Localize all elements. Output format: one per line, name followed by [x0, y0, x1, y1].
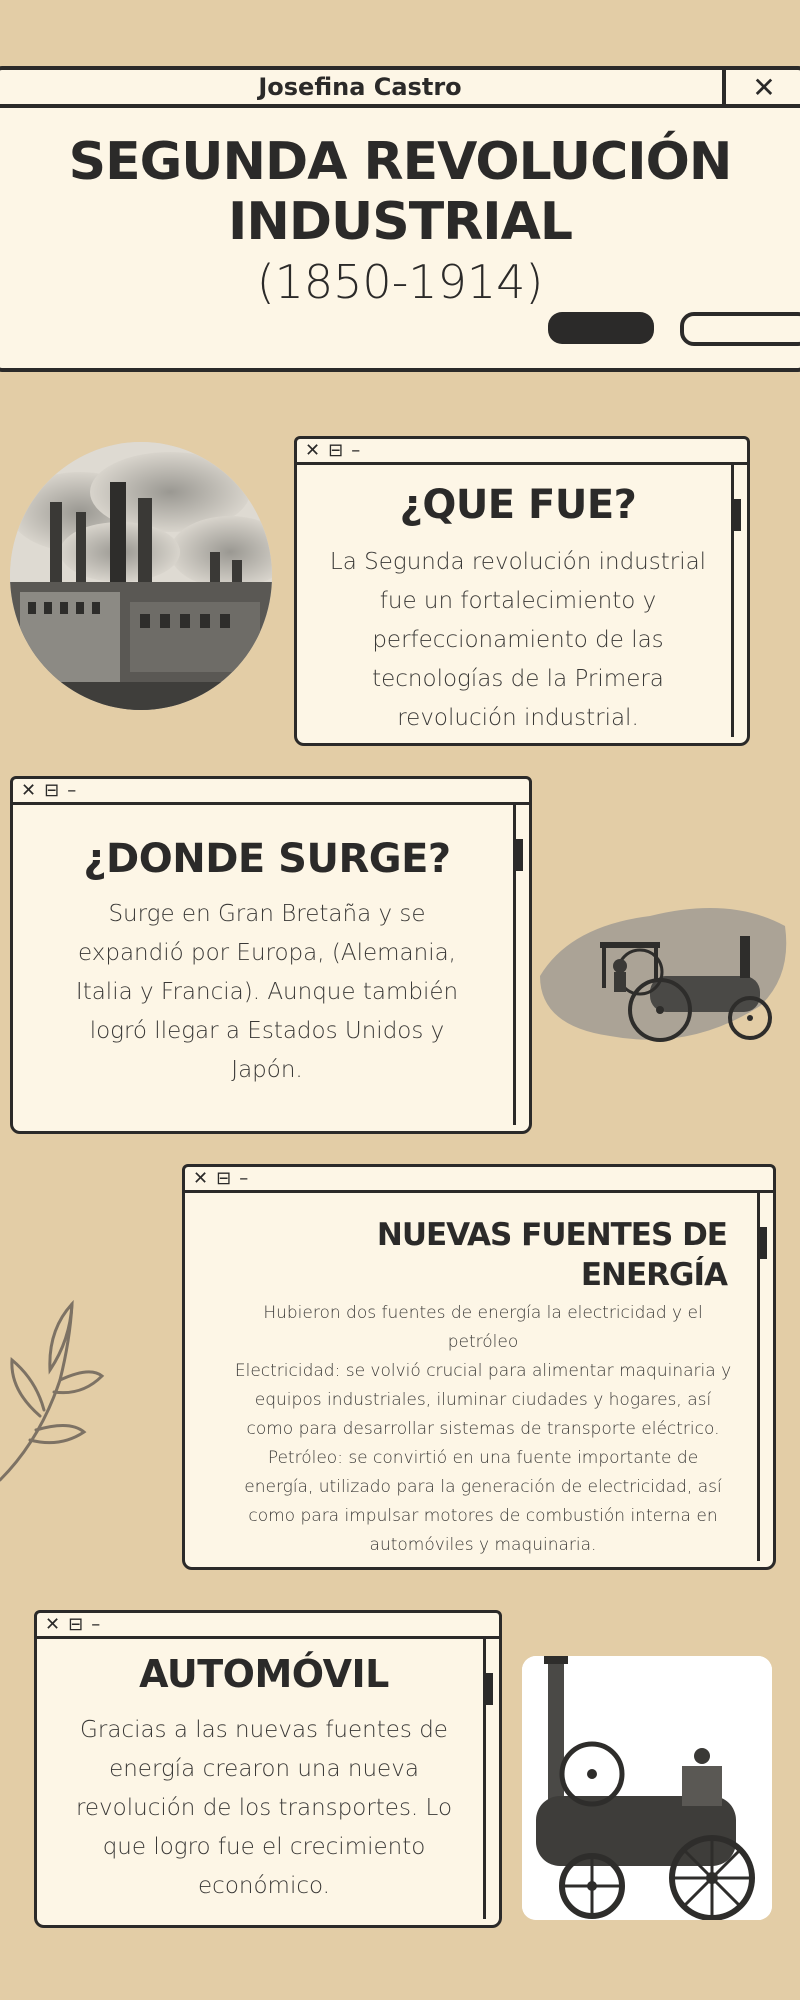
restore-icon[interactable]: ⊟ [68, 1613, 84, 1635]
automovil-body: Gracias a las nuevas fuentes de energía crearon una nueva revolución de los transportes. Lo que logro fue el crecimiento económico. [75, 1717, 453, 1899]
close-button[interactable] [722, 70, 800, 104]
energia-intro: Hubieron dos fuentes de energía la electricidad y el petróleo [263, 1303, 703, 1352]
author-name: Josefina Castro [258, 73, 462, 101]
outline-pill-button[interactable] [680, 312, 800, 346]
header-window [0, 66, 800, 372]
automovil-title: AUTOMÓVIL [139, 1652, 389, 1696]
close-icon[interactable]: ✕ [45, 1613, 61, 1635]
factory-image [10, 442, 272, 710]
close-icon[interactable]: ✕ [305, 439, 321, 461]
scrollbar[interactable] [731, 465, 741, 737]
page-title [0, 132, 800, 252]
header-title-bar [0, 70, 800, 108]
scrollbar-thumb[interactable] [757, 1227, 767, 1259]
restore-icon[interactable]: ⊟ [216, 1167, 232, 1189]
que-fue-window [294, 436, 750, 746]
window-title-bar [185, 1167, 773, 1193]
energia-petroleo: Petróleo: se convirtió en una fuente importante de energía, utilizado para la generación de electricidad, así como para impulsar motores de combustión interna en automóviles y maquinaria. [244, 1448, 722, 1555]
close-icon[interactable]: ✕ [21, 779, 37, 801]
minimize-icon[interactable]: – [239, 1167, 249, 1189]
close-icon: ✕ [752, 70, 776, 104]
que-fue-body: La Segunda revolución industrial fue un fortalecimiento y perfeccionamiento de las tecnologías de la Primera revolución industrial. [329, 549, 707, 731]
restore-icon[interactable]: ⊟ [328, 439, 344, 461]
title-line-2: INDUSTRIAL [228, 192, 572, 252]
leaf-decoration [0, 1300, 110, 1490]
energia-electricidad: Electricidad: se volvió crucial para alimentar maquinaria y equipos industriales, iluminar ciudades y hogares, así como para desarrollar sistemas de transporte eléctrico. [234, 1361, 732, 1439]
title-line-1: SEGUNDA REVOLUCIÓN [68, 132, 732, 192]
steam-tractor-image [530, 886, 792, 1056]
donde-surge-body: Surge en Gran Bretaña y se expandió por Europa, (Alemania, Italia y Francia). Aunque también logró llegar a Estados Unidos y Japón. [75, 901, 459, 1083]
minimize-icon[interactable]: – [67, 779, 77, 801]
close-icon[interactable]: ✕ [193, 1167, 209, 1189]
window-title-bar [37, 1613, 499, 1639]
scrollbar-thumb[interactable] [513, 839, 523, 871]
energia-window [182, 1164, 776, 1570]
dark-pill-button[interactable] [548, 312, 654, 344]
energia-title: NUEVAS FUENTES DE ENERGÍA [376, 1217, 727, 1293]
minimize-icon[interactable]: – [91, 1613, 101, 1635]
scrollbar-thumb[interactable] [731, 499, 741, 531]
restore-icon[interactable]: ⊟ [44, 779, 60, 801]
scrollbar[interactable] [513, 805, 523, 1125]
minimize-icon[interactable]: – [351, 439, 361, 461]
page-years: (1850-1914) [256, 255, 544, 309]
steam-engine-image [522, 1656, 772, 1920]
que-fue-title: ¿QUE FUE? [399, 482, 637, 528]
scrollbar[interactable] [483, 1639, 493, 1919]
donde-surge-window [10, 776, 532, 1134]
donde-surge-title: ¿DONDE SURGE? [83, 836, 451, 882]
window-title-bar [13, 779, 529, 805]
scrollbar[interactable] [757, 1193, 767, 1561]
scrollbar-thumb[interactable] [483, 1673, 493, 1705]
automovil-window [34, 1610, 502, 1928]
window-title-bar [297, 439, 747, 465]
